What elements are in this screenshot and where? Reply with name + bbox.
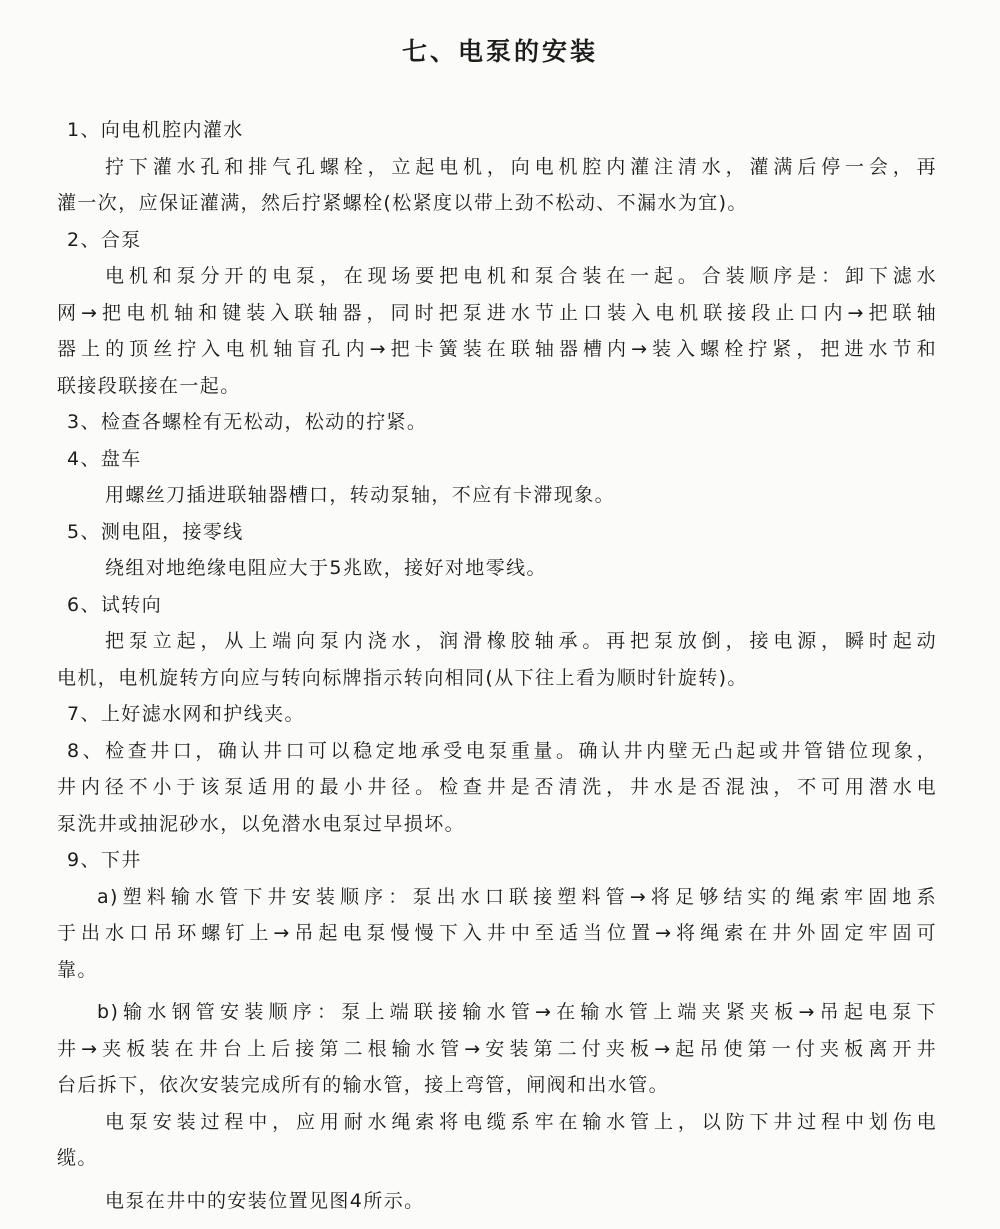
section-2-line-2: 网→把电机轴和键装入联轴器，同时把泵进水节止口装入电机联接段止口内→把联轴: [57, 301, 937, 324]
section-6-line-1: 把泵立起，从上端向泵内浇水，润滑橡胶轴承。再把泵放倒，接电源，瞬时起动: [105, 630, 937, 652]
section-2-line-1: 电机和泵分开的电泵，在现场要把电机和泵合装在一起。合装顺序是：卸下滤水: [105, 265, 937, 287]
page-title: 七、电泵的安装: [401, 37, 598, 66]
section-9b-line-3: 台后拆下，依次安装完成所有的输水管，接上弯管，闸阀和出水管。: [57, 1074, 670, 1096]
section-9a-line-1: a)塑料输水管下井安装顺序：泵出水口联接塑料管→将足够结实的绳索牢固地系: [97, 885, 937, 908]
section-9-final-line: 电泵在井中的安装位置见图4所示。: [105, 1189, 425, 1212]
section-4-heading: 4、盘车: [67, 447, 142, 470]
section-4-line-1: 用螺丝刀插进联轴器槽口，转动泵轴，不应有卡滞现象。: [105, 484, 616, 506]
section-6-heading: 6、试转向: [67, 593, 163, 616]
section-1-heading: 1、向电机腔内灌水: [67, 119, 244, 141]
section-9-heading: 9、下井: [67, 849, 142, 871]
section-7-heading: 7、上好滤水网和护线夹。: [67, 703, 305, 725]
section-1-line-1: 拧下灌水孔和排气孔螺栓，立起电机，向电机腔内灌注清水，灌满后停一会，再: [105, 155, 937, 178]
section-6-line-2: 电机，电机旋转方向应与转向标牌指示转向相同(从下往上看为顺时针旋转)。: [57, 666, 748, 689]
section-9-note-line-1: 电泵安装过程中，应用耐水绳索将电缆系牢在输水管上，以防下井过程中划伤电: [105, 1110, 937, 1133]
section-2-line-4: 联接段联接在一起。: [57, 374, 241, 397]
section-2-line-3: 器上的顶丝拧入电机轴盲孔内→把卡簧装在联轴器槽内→装入螺栓拧紧，把进水节和: [57, 338, 937, 360]
document-body: [57, 112, 937, 1219]
section-1-line-2: 灌一次，应保证灌满，然后拧紧螺栓(松紧度以带上劲不松动、不漏水为宜)。: [57, 192, 748, 214]
section-8-line-3: 泵洗井或抽泥砂水，以免潜水电泵过早损坏。: [57, 812, 466, 835]
section-3-heading: 3、检查各螺栓有无松动，松动的拧紧。: [67, 411, 428, 433]
section-8-line-1: 8、检查井口，确认井口可以稳定地承受电泵重量。确认井内壁无凸起或井管错位现象，: [67, 739, 937, 762]
section-9-note-line-2: 缆。: [57, 1147, 98, 1169]
section-2-heading: 2、合泵: [67, 228, 142, 251]
section-5-line-1: 绕组对地绝缘电阻应大于5兆欧，接好对地零线。: [105, 557, 547, 579]
section-8-line-2: 井内径不小于该泵适用的最小井径。检查井是否清洗，井水是否混浊，不可用潜水电: [57, 776, 937, 798]
section-9a-line-2: 于出水口吊环螺钉上→吊起电泵慢慢下入井中至适当位置→将绳索在井外固定牢固可: [57, 922, 937, 944]
section-5-heading: 5、测电阻，接零线: [67, 520, 244, 543]
section-9b-line-1: b)输水钢管安装顺序：泵上端联接输水管→在输水管上端夹紧夹板→吊起电泵下: [97, 1001, 937, 1023]
section-9b-line-2: 井→夹板装在井台上后接第二根输水管→安装第二付夹板→起吊使第一付夹板离开井: [57, 1037, 937, 1060]
section-9a-line-3: 靠。: [57, 958, 98, 981]
